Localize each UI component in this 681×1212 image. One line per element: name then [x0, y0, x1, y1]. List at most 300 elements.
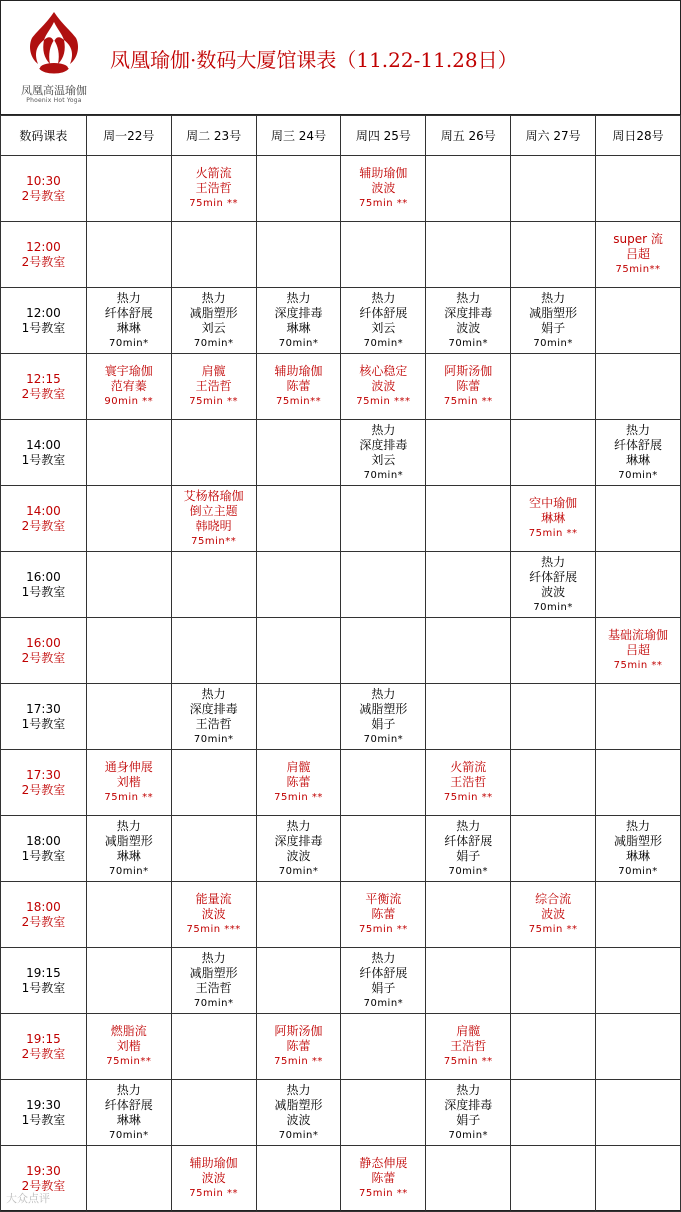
- empty-cell: [511, 618, 596, 684]
- class-duration: 75min **: [443, 396, 493, 407]
- watermark: 大众点评: [6, 1192, 50, 1205]
- empty-cell: [426, 552, 511, 618]
- empty-cell: [596, 882, 681, 948]
- empty-cell: [86, 618, 171, 684]
- class-cell: [341, 420, 426, 486]
- empty-cell: [511, 816, 596, 882]
- header-row: [1, 116, 681, 156]
- empty-cell: [86, 948, 171, 1014]
- class-name-line: 减脂塑形: [359, 701, 408, 716]
- empty-cell: [86, 156, 171, 222]
- slot-room: 2号教室: [21, 1046, 66, 1061]
- empty-cell: [86, 552, 171, 618]
- class-name-line: 减脂塑形: [529, 305, 578, 320]
- class-cell: [86, 354, 171, 420]
- empty-cell: [511, 156, 596, 222]
- time-slot-cell: [1, 618, 87, 684]
- time-slot-cell: [1, 684, 87, 750]
- slot-time: 12:00: [26, 305, 61, 320]
- table-row: [1, 552, 681, 618]
- slot-time: 19:30: [26, 1163, 61, 1178]
- class-cell: [511, 288, 596, 354]
- empty-cell: [86, 420, 171, 486]
- empty-cell: [511, 684, 596, 750]
- empty-cell: [341, 552, 426, 618]
- class-duration: 75min **: [189, 396, 239, 407]
- class-cell: [171, 684, 256, 750]
- class-cell: [511, 882, 596, 948]
- class-name-line: 静态伸展: [359, 1156, 408, 1170]
- instructor-name: 琳琳: [116, 320, 141, 335]
- instructor-name: 刘云: [201, 320, 226, 335]
- class-name-line: 肩髋: [286, 760, 311, 774]
- class-name-line: 热力: [286, 1082, 311, 1097]
- class-name-line: 火箭流: [195, 166, 232, 180]
- slot-room: 2号教室: [21, 1178, 66, 1193]
- class-name-line: 纤体舒展: [359, 305, 408, 320]
- empty-cell: [341, 486, 426, 552]
- class-name-line: 深度排毒: [274, 305, 323, 320]
- instructor-name: 陈蕾: [286, 379, 311, 393]
- time-slot-cell: [1, 288, 87, 354]
- class-name-line: 倒立主题: [189, 503, 238, 518]
- empty-cell: [596, 1146, 681, 1212]
- class-duration: 75min **: [359, 1188, 408, 1199]
- instructor-name: 王浩哲: [450, 1039, 487, 1053]
- class-duration: 70min*: [448, 1129, 489, 1141]
- slot-room: 2号教室: [21, 386, 66, 401]
- class-name-line: 热力: [286, 290, 311, 305]
- empty-cell: [256, 1146, 341, 1212]
- slot-time: 17:30: [26, 701, 61, 716]
- empty-cell: [341, 750, 426, 816]
- class-duration: 70min*: [278, 337, 319, 349]
- brand-logo: [14, 8, 94, 103]
- class-name-line: 深度排毒: [189, 701, 238, 716]
- empty-cell: [511, 1080, 596, 1146]
- slot-time: 14:00: [26, 503, 61, 518]
- class-name-line: 核心稳定: [359, 364, 408, 378]
- class-cell: [596, 222, 681, 288]
- class-name-line: 艾杨格瑜伽: [183, 488, 244, 503]
- empty-cell: [341, 618, 426, 684]
- class-cell: [426, 1014, 511, 1080]
- slot-time: 18:00: [26, 833, 61, 848]
- class-name-line: 空中瑜伽: [529, 496, 578, 510]
- phoenix-icon: [24, 8, 84, 78]
- empty-cell: [511, 1146, 596, 1212]
- class-cell: [341, 288, 426, 354]
- slot-time: 12:15: [26, 371, 61, 386]
- class-duration: 70min*: [618, 865, 658, 877]
- column-header: 周日28号: [596, 116, 681, 156]
- instructor-name: 波波: [541, 584, 566, 599]
- time-slot-cell: [1, 222, 87, 288]
- class-cell: [86, 1080, 171, 1146]
- slot-room: 2号教室: [21, 650, 66, 665]
- class-name-line: 减脂塑形: [614, 833, 663, 848]
- class-cell: [256, 816, 341, 882]
- column-header: 周四 25号: [341, 116, 426, 156]
- column-header: 周三 24号: [256, 116, 341, 156]
- class-cell: [341, 1146, 426, 1212]
- class-duration: 70min*: [363, 337, 404, 349]
- empty-cell: [511, 420, 596, 486]
- class-name-line: 能量流: [195, 892, 232, 906]
- empty-cell: [596, 288, 681, 354]
- class-name-line: 热力: [626, 818, 651, 833]
- class-cell: [171, 354, 256, 420]
- empty-cell: [511, 222, 596, 288]
- class-name-line: 热力: [116, 1082, 141, 1097]
- table-row: [1, 486, 681, 552]
- empty-cell: [596, 684, 681, 750]
- slot-room: 2号教室: [21, 518, 66, 533]
- instructor-name: 娟子: [371, 716, 396, 731]
- class-cell: [341, 882, 426, 948]
- empty-cell: [341, 816, 426, 882]
- instructor-name: 波波: [286, 1112, 311, 1127]
- class-cell: [511, 486, 596, 552]
- class-cell: [256, 288, 341, 354]
- class-name-line: 热力: [201, 290, 226, 305]
- empty-cell: [256, 882, 341, 948]
- empty-cell: [256, 618, 341, 684]
- class-name-line: 减脂塑形: [189, 305, 238, 320]
- class-cell: [426, 816, 511, 882]
- table-row: [1, 816, 681, 882]
- table-row: [1, 222, 681, 288]
- column-header: 数码课表: [1, 116, 87, 156]
- class-cell: [171, 948, 256, 1014]
- table-row: [1, 1014, 681, 1080]
- time-slot-cell: [1, 750, 87, 816]
- class-cell: [596, 816, 681, 882]
- empty-cell: [86, 486, 171, 552]
- instructor-name: 娟子: [371, 980, 396, 995]
- class-cell: [426, 1080, 511, 1146]
- class-name-line: 纤体舒展: [104, 1097, 153, 1112]
- empty-cell: [596, 486, 681, 552]
- class-duration: 75min **: [189, 198, 239, 209]
- instructor-name: 刘楷: [116, 1039, 141, 1053]
- slot-room: 1号教室: [21, 584, 66, 599]
- class-name-line: 寰宇瑜伽: [104, 364, 153, 378]
- empty-cell: [256, 486, 341, 552]
- empty-cell: [596, 354, 681, 420]
- class-duration: 70min*: [108, 1129, 149, 1141]
- slot-time: 12:00: [26, 239, 61, 254]
- class-duration: 75min**: [191, 535, 237, 547]
- table-row: [1, 684, 681, 750]
- class-duration: 75min **: [528, 528, 578, 539]
- class-name-line: 热力: [371, 290, 396, 305]
- class-name-line: 纤体舒展: [444, 833, 493, 848]
- class-name-line: 深度排毒: [274, 833, 323, 848]
- time-slot-cell: [1, 1014, 87, 1080]
- slot-room: 1号教室: [21, 452, 66, 467]
- table-row: [1, 882, 681, 948]
- empty-cell: [256, 156, 341, 222]
- instructor-name: 波波: [371, 181, 396, 195]
- class-cell: [86, 288, 171, 354]
- empty-cell: [171, 420, 256, 486]
- slot-time: 17:30: [26, 767, 61, 782]
- empty-cell: [426, 222, 511, 288]
- empty-cell: [86, 684, 171, 750]
- slot-time: 19:15: [26, 1031, 61, 1046]
- brand-name-cn: 凤凰高温瑜伽: [21, 84, 87, 97]
- empty-cell: [596, 1080, 681, 1146]
- column-header: 周六 27号: [511, 116, 596, 156]
- class-name-line: 纤体舒展: [614, 437, 663, 452]
- slot-room: 1号教室: [21, 1112, 66, 1127]
- instructor-name: 陈蕾: [371, 907, 396, 921]
- class-cell: [256, 354, 341, 420]
- time-slot-cell: [1, 486, 87, 552]
- empty-cell: [511, 354, 596, 420]
- slot-time: 14:00: [26, 437, 61, 452]
- table-row: [1, 156, 681, 222]
- empty-cell: [596, 948, 681, 1014]
- class-cell: [341, 948, 426, 1014]
- class-name-line: 通身伸展: [104, 760, 153, 774]
- empty-cell: [256, 420, 341, 486]
- empty-cell: [171, 552, 256, 618]
- empty-cell: [171, 816, 256, 882]
- instructor-name: 琳琳: [286, 320, 311, 335]
- table-row: [1, 1080, 681, 1146]
- empty-cell: [86, 222, 171, 288]
- slot-room: 2号教室: [21, 782, 66, 797]
- schedule-table: [0, 115, 681, 1212]
- instructor-name: 琳琳: [116, 1112, 141, 1127]
- class-name-line: 热力: [541, 290, 566, 305]
- class-cell: [426, 288, 511, 354]
- class-name-line: 热力: [456, 290, 481, 305]
- class-name-line: 燃脂流: [110, 1024, 147, 1038]
- class-duration: 75min **: [274, 1056, 323, 1067]
- class-name-line: 热力: [541, 554, 566, 569]
- class-cell: [171, 288, 256, 354]
- class-name-line: 火箭流: [450, 760, 487, 774]
- class-cell: [256, 1014, 341, 1080]
- class-name-line: 热力: [201, 686, 226, 701]
- class-name-line: 辅助瑜伽: [189, 1156, 238, 1170]
- instructor-name: 波波: [371, 379, 396, 393]
- class-duration: 75min**: [106, 1056, 152, 1067]
- empty-cell: [511, 948, 596, 1014]
- class-name-line: 热力: [371, 950, 396, 965]
- class-name-line: super 流: [613, 232, 663, 246]
- instructor-name: 刘云: [371, 452, 396, 467]
- class-duration: 70min*: [193, 997, 234, 1009]
- class-duration: 75min **: [274, 792, 323, 803]
- class-name-line: 辅助瑜伽: [274, 364, 323, 378]
- class-name-line: 深度排毒: [359, 437, 408, 452]
- page-title: 凤凰瑜伽·数码大厦馆课表（11.22-11.28日）: [110, 48, 518, 72]
- class-name-line: 热力: [116, 818, 141, 833]
- instructor-name: 琳琳: [626, 452, 651, 467]
- class-name-line: 深度排毒: [444, 305, 493, 320]
- slot-time: 10:30: [26, 173, 61, 188]
- class-name-line: 减脂塑形: [104, 833, 153, 848]
- empty-cell: [86, 882, 171, 948]
- class-name-line: 热力: [371, 686, 396, 701]
- instructor-name: 王浩哲: [195, 716, 232, 731]
- table-row: [1, 750, 681, 816]
- time-slot-cell: [1, 1080, 87, 1146]
- class-name-line: 热力: [286, 818, 311, 833]
- class-duration: 70min*: [193, 337, 234, 349]
- slot-time: 18:00: [26, 899, 61, 914]
- instructor-name: 琳琳: [626, 848, 651, 863]
- class-name-line: 热力: [371, 422, 396, 437]
- instructor-name: 刘云: [371, 320, 396, 335]
- empty-cell: [256, 948, 341, 1014]
- empty-cell: [426, 486, 511, 552]
- class-duration: 70min*: [448, 865, 489, 877]
- class-cell: [171, 156, 256, 222]
- table-row: [1, 420, 681, 486]
- empty-cell: [171, 222, 256, 288]
- instructor-name: 琳琳: [116, 848, 141, 863]
- header: [0, 0, 681, 115]
- class-duration: 70min*: [108, 865, 149, 877]
- class-duration: 75min ***: [186, 924, 241, 935]
- table-row: [1, 354, 681, 420]
- empty-cell: [426, 1146, 511, 1212]
- class-name-line: 辅助瑜伽: [359, 166, 408, 180]
- empty-cell: [256, 222, 341, 288]
- column-header: 周一22号: [86, 116, 171, 156]
- class-cell: [341, 156, 426, 222]
- class-cell: [256, 750, 341, 816]
- slot-room: 1号教室: [21, 980, 66, 995]
- empty-cell: [426, 156, 511, 222]
- class-name-line: 热力: [456, 1082, 481, 1097]
- class-name-line: 热力: [201, 950, 226, 965]
- time-slot-cell: [1, 420, 87, 486]
- class-duration: 70min*: [448, 337, 489, 349]
- class-name-line: 减脂塑形: [189, 965, 238, 980]
- class-duration: 70min*: [533, 601, 573, 613]
- instructor-name: 刘楷: [116, 775, 141, 789]
- empty-cell: [256, 552, 341, 618]
- instructor-name: 范宥蓁: [110, 379, 147, 393]
- class-duration: 70min*: [618, 469, 658, 481]
- class-cell: [426, 354, 511, 420]
- time-slot-cell: [1, 882, 87, 948]
- empty-cell: [171, 1080, 256, 1146]
- class-cell: [171, 882, 256, 948]
- instructor-name: 娟子: [456, 848, 481, 863]
- class-duration: 75min **: [359, 198, 408, 209]
- class-name-line: 基础流瑜伽: [608, 628, 669, 642]
- class-duration: 75min **: [443, 792, 493, 803]
- class-name-line: 热力: [116, 290, 141, 305]
- class-name-line: 深度排毒: [444, 1097, 493, 1112]
- class-name-line: 平衡流: [365, 892, 402, 906]
- instructor-name: 陈蕾: [286, 1039, 311, 1053]
- class-name-line: 纤体舒展: [359, 965, 408, 980]
- class-cell: [171, 486, 256, 552]
- class-duration: 75min ***: [356, 396, 411, 407]
- instructor-name: 娟子: [456, 1112, 481, 1127]
- class-duration: 75min **: [613, 660, 663, 671]
- class-cell: [256, 1080, 341, 1146]
- class-cell: [426, 750, 511, 816]
- class-name-line: 纤体舒展: [104, 305, 153, 320]
- instructor-name: 王浩哲: [195, 980, 232, 995]
- class-cell: [86, 750, 171, 816]
- empty-cell: [596, 156, 681, 222]
- class-duration: 75min **: [359, 924, 408, 935]
- column-header: 周二 23号: [171, 116, 256, 156]
- class-cell: [86, 816, 171, 882]
- empty-cell: [511, 1014, 596, 1080]
- empty-cell: [596, 750, 681, 816]
- empty-cell: [341, 1014, 426, 1080]
- class-duration: 70min*: [533, 337, 573, 349]
- empty-cell: [426, 420, 511, 486]
- class-duration: 70min*: [193, 733, 234, 745]
- instructor-name: 波波: [541, 907, 566, 921]
- class-duration: 70min*: [363, 469, 404, 481]
- class-duration: 90min **: [104, 396, 154, 407]
- empty-cell: [511, 750, 596, 816]
- slot-room: 1号教室: [21, 716, 66, 731]
- table-row: [1, 288, 681, 354]
- class-duration: 70min*: [278, 865, 319, 877]
- brand-name-en: Phoenix Hot Yoga: [26, 97, 82, 104]
- class-duration: 70min*: [278, 1129, 319, 1141]
- class-name-line: 肩髋: [456, 1024, 481, 1038]
- instructor-name: 陈蕾: [456, 379, 481, 393]
- instructor-name: 王浩哲: [195, 181, 232, 195]
- instructor-name: 陈蕾: [286, 775, 311, 789]
- class-duration: 75min**: [275, 396, 322, 407]
- empty-cell: [596, 1014, 681, 1080]
- class-name-line: 综合流: [535, 892, 572, 906]
- class-duration: 70min*: [363, 997, 404, 1009]
- instructor-name: 陈蕾: [371, 1171, 396, 1185]
- time-slot-cell: [1, 552, 87, 618]
- instructor-name: 波波: [456, 320, 481, 335]
- empty-cell: [171, 618, 256, 684]
- slot-time: 19:15: [26, 965, 61, 980]
- empty-cell: [86, 1146, 171, 1212]
- instructor-name: 吕超: [626, 247, 651, 261]
- instructor-name: 吕超: [626, 643, 651, 657]
- slot-room: 2号教室: [21, 254, 66, 269]
- class-cell: [341, 354, 426, 420]
- class-cell: [511, 552, 596, 618]
- instructor-name: 王浩哲: [450, 775, 487, 789]
- empty-cell: [426, 882, 511, 948]
- empty-cell: [341, 1080, 426, 1146]
- class-cell: [596, 618, 681, 684]
- class-name-line: 阿斯汤伽: [444, 364, 493, 378]
- class-name-line: 纤体舒展: [529, 569, 578, 584]
- class-duration: 75min **: [443, 1056, 493, 1067]
- instructor-name: 王浩哲: [195, 379, 232, 393]
- class-name-line: 肩髋: [201, 364, 226, 378]
- table-row: [1, 618, 681, 684]
- slot-time: 16:00: [26, 569, 61, 584]
- slot-time: 19:30: [26, 1097, 61, 1112]
- column-header: 周五 26号: [426, 116, 511, 156]
